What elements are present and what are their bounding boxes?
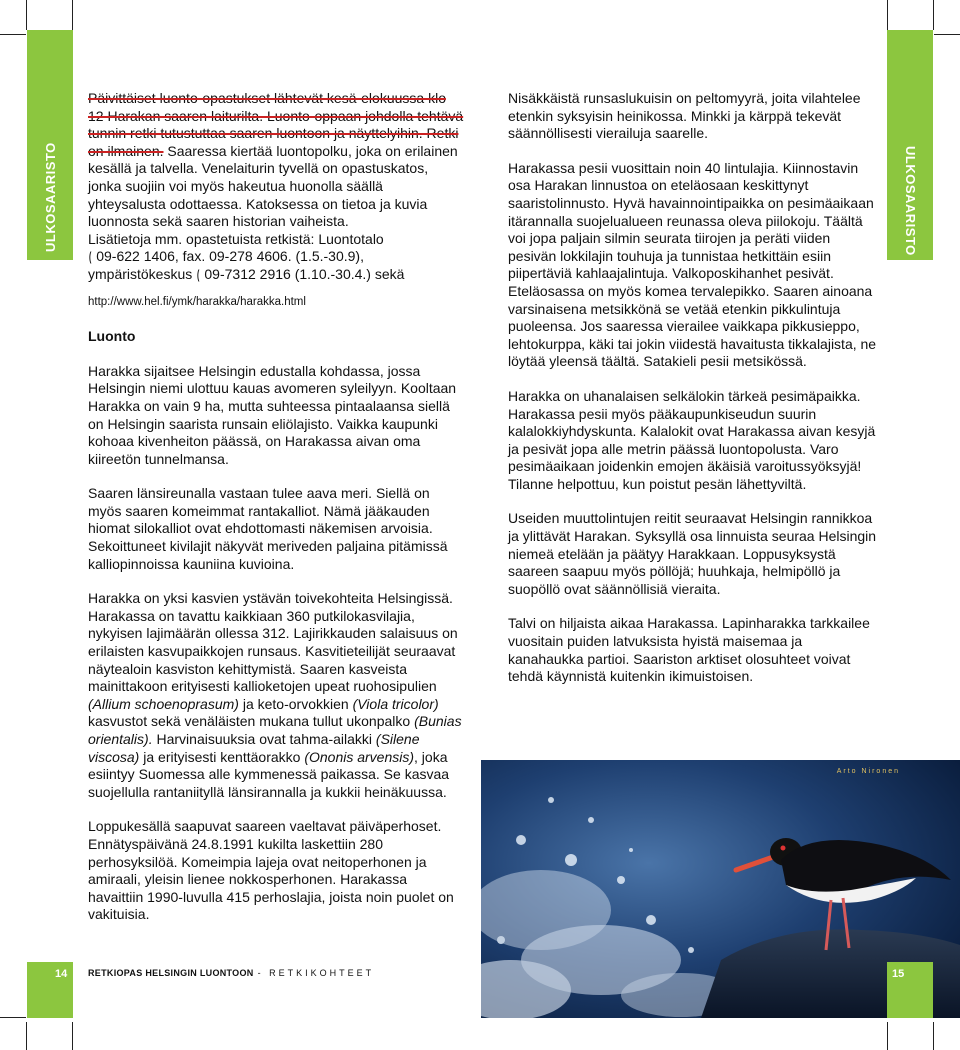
para-butterflies: Loppukesällä saapuvat saareen vaeltavat päiväperhoset. Ennätyspäivänä 24.8.1991 kukilta laskettiin 280 perhosyksilöä. Komeimpia lajeja ovat neitoperhonen ja amiraali, yleisin lienee nokkosperhonen. Harakassa havaittiin 1990-luvulla 415 perhoslajia, joista noin puolet on vakituisia. (88, 818, 454, 923)
para-birds: Harakassa pesii vuosittain noin 40 lintulajia. Kiinnostavin osa Harakan linnustoa on eteläosaan keskittynyt saaristolinnusto. Hyvä havainnointipaikka on pesimäaikaan itärannalla suojelualueen reunassa oleva piilokoju. Täältä voi jopa paljain silmin seurata tiirojen ja peräti viiden pesivän lokkilajin touhuja ja tunnistaa hetkittäin esiin piipertäviä kahlaajalintuja. Valkoposkihanhet pesivät. Eteläosassa on myös komea tervalepikko. Saaren ainoana varsinaisena metsikkönä se vetää etenkin pikkulintuja puoleensa. Jos saaressa vierailee vaikkapa pikkusieppo, lehtokurppa, käki tai jokin viidestä havaitusta tikkalajista, ne löytää yleensä täältä. Satakieli pesii metsikössä. (508, 159, 877, 370)
crop-mark (933, 0, 934, 30)
info-paragraph: Lisätietoja mm. opastetuista retkistä: Luontotalo ( 09-622 1406, fax. 09-278 4606. (1.5.-30.9), ympäristökeskus ( 09-7312 2916 (1.10.-30.4.) sekä (88, 230, 405, 282)
intro-rest: Saaressa kiertää luontopolku, joka on erilainen kesällä ja talvella. Venelaiturin tyvellä on opastuskatos, jonka suojiin voi myös hakeutua huonolla säällä yhteysalusta odottaessa. Katoksessa on tietoa ja kuvia luonnosta sekä saaren historian vaiheista. (88, 142, 458, 230)
para-mammals: Nisäkkäistä runsaslukuisin on peltomyyrä, joita vilahtelee etenkin syksyisin heinikossa. Minkki ja kärppä tekevät säännöllisesti vierailuja saarelle. (508, 90, 861, 142)
section-heading-luonto: Luonto (88, 328, 136, 345)
struck-tour-text: Päivittäiset luonto-opastukset lähtevät kesä-elokuussa klo 12 Harakan saaren laiturilta. Luonto-oppaan johdolla tehtävä tunnin retki tutustuttaa saaren luontoon ja näyttelyihin. Retki on ilmainen. (88, 90, 464, 159)
crop-mark (933, 1022, 934, 1050)
intro-paragraph (88, 90, 464, 231)
para-winter: Talvi on hiljaista aikaa Harakassa. Lapinharakka tarkkailee vuositain puiden latvuksista hyistä maisemaa ja kanahaukka partioi. Saariston arktiset olosuhteet voivat tehdä käynnistä kuitenkin ikimuistoisen. (508, 615, 870, 685)
crop-mark (0, 34, 26, 35)
harakka-link[interactable]: http://www.hel.fi/ymk/harakka/harakka.html (88, 295, 306, 308)
footer-title: RETKIOPAS HELSINGIN LUONTOON - RETKIKOHTEET (88, 968, 375, 978)
photo-credit: Arto Nironen (836, 768, 900, 775)
phone-icon: ( (88, 249, 92, 265)
para-location: Harakka sijaitsee Helsingin edustalla kohdassa, jossa Helsingin niemi ulottuu kauas avomeren syleilyyn. Kooltaan Harakka on vain 9 ha, mutta suhteessa pintaalaansa siellä on Helsingin saarista runsain eliölajisto. Vaikka kaupunki kohoaa kivenheiton päässä, on Harakassa aivan oma kiireetön tunnelmansa. (88, 362, 457, 467)
para-west-shore: Saaren länsireunalla vastaan tulee aava meri. Siellä on myös saaren komeimmat rantakalliot. Nämä jääkauden hiomat silokalliot ovat ehdottomasti näkemisen arvoisia. Sekoittuneet kivilajit näkyvät meriveden paljaina pitämissä kalliopinnoissa kauniina kuvioina. (88, 485, 448, 572)
crop-mark (26, 1022, 27, 1050)
crop-mark (887, 1022, 888, 1050)
phone-icon: ( (197, 266, 200, 282)
right-column (508, 90, 880, 686)
para-plants: Harakka on yksi kasvien ystävän toivekohteita Helsingissä. Harakassa on tavattu kaikkiaan 360 putkilokasvilajia, nykyisen lajimäärän ollessa 312. Lajirikkauden salaisuus on erilaisten kasvupaikkojen runsaus. Kasvitieteilijät seuraavat näytealoin kasviston kehittymistä. Saaren kasveista mainittakoon erityisesti kallioketojen upeat ruohosipulien (Allium schoenoprasum) ja keto-orvokkien (Viola tricolor) kasvustot sekä venäläisten mukana tullut ukonpalko (Bunias orientalis). Harvinaisuuksia ovat tahma-ailakki (Silene viscosa) ja erityisesti kenttäorakko (Ononis arvensis), joka esiintyy Suomessa alle kymmenessä paikassa. Se kasvaa suojellulla rantaniityllä länsirannalla ja kukkii heinäkuussa. (88, 590, 462, 800)
page-number-right: 15 (892, 968, 905, 980)
page-number-left: 14 (55, 968, 68, 980)
footer-subtitle: - RETKIKOHTEET (257, 968, 375, 978)
side-tab-left-label: ULKOSAARISTO (43, 142, 58, 252)
left-column (88, 90, 464, 924)
para-gulls: Harakka on uhanalaisen selkälokin tärkeä pesimäpaikka. Harakassa pesii myös pääkaupunkiseudun suurin kalalokkiyhdyskunta. Kalalokit ovat Harakassa aivan kesyjä ja pesivät jopa alle metrin päässä luontopolusta. Varo pesimäaikaan joidenkin emojen äkäisiä varoitussyöksyjä! Tilanne helpottuu, kun poistut pesän lähettyviltä. (508, 387, 876, 492)
para-migration: Useiden muuttolintujen reitit seuraavat Helsingin rannikkoa ja ylittävät Harakan. Syksyllä osa linnuista seuraa Helsingin niemeä etelään ja päätyy Harakkaan. Loppusyksystä saareen saapuu myös pöllöjä; huuhkaja, helmipöllö ja suopöllö ovat säännöllisiä vieraita. (508, 510, 877, 597)
crop-mark (26, 0, 27, 30)
crop-mark (72, 0, 73, 30)
side-tab-right-label: ULKOSAARISTO (903, 146, 918, 256)
crop-mark (72, 1022, 73, 1050)
crop-mark (0, 1017, 26, 1018)
crop-mark (887, 0, 888, 30)
crop-mark (934, 34, 960, 35)
